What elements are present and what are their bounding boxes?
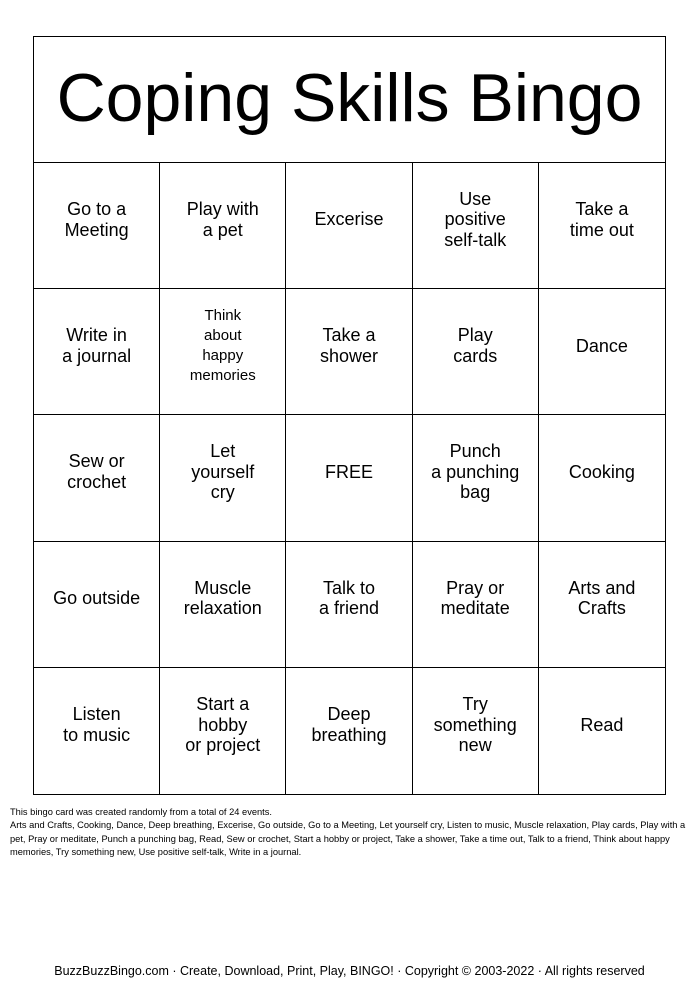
bingo-cell-text (576, 336, 628, 357)
bingo-cell-line: about (204, 326, 242, 344)
bingo-cell (286, 415, 412, 541)
bingo-cell-text (314, 209, 383, 230)
bingo-cell (539, 542, 665, 668)
bingo-cell-line: cry (210, 482, 235, 503)
bingo-cell-text (185, 694, 260, 756)
bingo-cell-line: or project (185, 735, 261, 756)
bingo-cell-text (569, 462, 635, 483)
bingo-grid (34, 163, 665, 794)
bingo-cell-line: a friend (318, 598, 380, 619)
bingo-cell-text (311, 704, 386, 745)
bingo-cell (34, 163, 160, 289)
bingo-cell-text (434, 694, 517, 756)
bingo-cell-text (319, 578, 379, 619)
bingo-cell-line: Pray or (446, 577, 505, 598)
bingo-cell-line: Sew or (68, 451, 125, 472)
bingo-cell-line: self-talk (444, 229, 507, 250)
bingo-cell-text (568, 578, 635, 619)
bingo-cell-line: Take a (575, 199, 629, 220)
bingo-cell-line: FREE (324, 461, 373, 482)
bingo-cell-text (441, 578, 510, 619)
bingo-cell-line: Use (459, 188, 492, 209)
bingo-cell-line: new (458, 735, 492, 756)
bingo-cell-line: Go to a (67, 199, 127, 220)
bingo-cell-line: Read (580, 714, 624, 735)
bingo-cell (413, 289, 539, 415)
card-title: Coping Skills Bingo (56, 59, 643, 136)
bingo-cell-text (53, 588, 140, 609)
bingo-cell-line: to music (63, 724, 131, 745)
bingo-cell-line: Start a (196, 694, 250, 715)
bingo-cell (160, 542, 286, 668)
bingo-cell-line: meditate (440, 598, 510, 619)
bingo-cell-text (320, 325, 378, 366)
bingo-cell-line: shower (319, 345, 378, 366)
bingo-cell-line: Write in (66, 325, 127, 346)
bingo-cell-line: a punching (431, 461, 520, 482)
title-row (34, 37, 665, 163)
note-event-list: Arts and Crafts, Cooking, Dance, Deep breathing, Excerise, Go outside, Go to a Meeting, Let yourself cry, Listen to music, Muscle relaxation, Play cards, Play with a pet, Pray or meditate, Punch a punching bag, Read, Sew or crochet, Start a hobby or project, Take a shower, Take a time out, Talk to a friend, Think about happy memories, Try something new, Use positive self-talk, Write in a journal. (10, 820, 686, 858)
bingo-cell-line: Muscle (194, 577, 252, 598)
bingo-cell (286, 289, 412, 415)
bingo-cell (286, 668, 412, 794)
bingo-cell-line: Excerise (314, 209, 384, 230)
bingo-cell-line: memories (189, 366, 256, 384)
bingo-cell (413, 415, 539, 541)
bingo-cell-line: Play with (186, 199, 259, 220)
bingo-cell-text (190, 306, 256, 386)
bingo-cell-text (184, 578, 262, 619)
generation-note (10, 806, 690, 860)
bingo-cell-line: cards (453, 345, 498, 366)
bingo-cell (34, 542, 160, 668)
bingo-cell-line: hobby (198, 714, 248, 735)
bingo-cell-text (453, 325, 497, 366)
bingo-cell-text (62, 325, 131, 366)
bingo-cell-line: crochet (67, 471, 127, 492)
bingo-cell-text (65, 199, 129, 240)
bingo-cell (160, 668, 286, 794)
bingo-cell-line: Listen (72, 704, 121, 725)
bingo-cell-line: Crafts (577, 598, 626, 619)
bingo-card (33, 36, 666, 795)
bingo-cell-line: Arts and (568, 577, 636, 598)
bingo-cell-text (444, 189, 506, 251)
bingo-cell-line: Dance (575, 335, 628, 356)
bingo-cell-line: Deep (327, 704, 371, 725)
bingo-cell-line: Meeting (64, 219, 129, 240)
bingo-cell (413, 668, 539, 794)
bingo-cell (34, 415, 160, 541)
bingo-cell-text (67, 451, 126, 492)
bingo-cell-line: Go outside (53, 587, 141, 608)
note-summary: This bingo card was created randomly from a total of 24 events. (10, 807, 272, 817)
bingo-cell (160, 163, 286, 289)
bingo-cell-line: breathing (311, 724, 387, 745)
bingo-cell-text (63, 704, 130, 745)
bingo-cell (160, 415, 286, 541)
bingo-cell-line: Cooking (568, 461, 635, 482)
bingo-cell (413, 542, 539, 668)
bingo-cell-line: positive (444, 209, 506, 230)
bingo-cell (413, 163, 539, 289)
bingo-cell-line: a journal (62, 345, 132, 366)
bingo-cell (539, 668, 665, 794)
bingo-cell-text (431, 441, 519, 503)
bingo-cell (539, 415, 665, 541)
bingo-cell-line: Take a (322, 325, 376, 346)
bingo-cell (160, 289, 286, 415)
bingo-cell-text (325, 462, 373, 483)
bingo-cell-line: Play (457, 325, 493, 346)
bingo-cell-line: time out (569, 219, 634, 240)
bingo-cell-line: Think (204, 306, 242, 324)
bingo-cell-line: relaxation (183, 598, 262, 619)
bingo-cell-line: Try (462, 694, 488, 715)
footer: BuzzBuzzBingo.com · Create, Download, Print, Play, BINGO! · Copyright © 2003-2022 · All rights reserved (54, 964, 645, 978)
bingo-cell-line: happy (202, 346, 244, 364)
bingo-cell-text (570, 199, 634, 240)
bingo-cell-line: yourself (191, 461, 255, 482)
bingo-cell-line: Punch (449, 441, 501, 462)
bingo-cell-line: bag (460, 482, 491, 503)
bingo-cell (539, 289, 665, 415)
bingo-cell (286, 542, 412, 668)
bingo-cell-text (580, 715, 623, 736)
bingo-cell-text (191, 441, 254, 503)
bingo-cell-line: a pet (202, 219, 243, 240)
bingo-cell (539, 163, 665, 289)
bingo-cell-text (187, 199, 259, 240)
bingo-cell-line: Talk to (322, 577, 375, 598)
bingo-cell-line: something (433, 714, 517, 735)
bingo-cell (34, 289, 160, 415)
bingo-cell-line: Let (210, 441, 236, 462)
bingo-cell (286, 163, 412, 289)
bingo-cell (34, 668, 160, 794)
